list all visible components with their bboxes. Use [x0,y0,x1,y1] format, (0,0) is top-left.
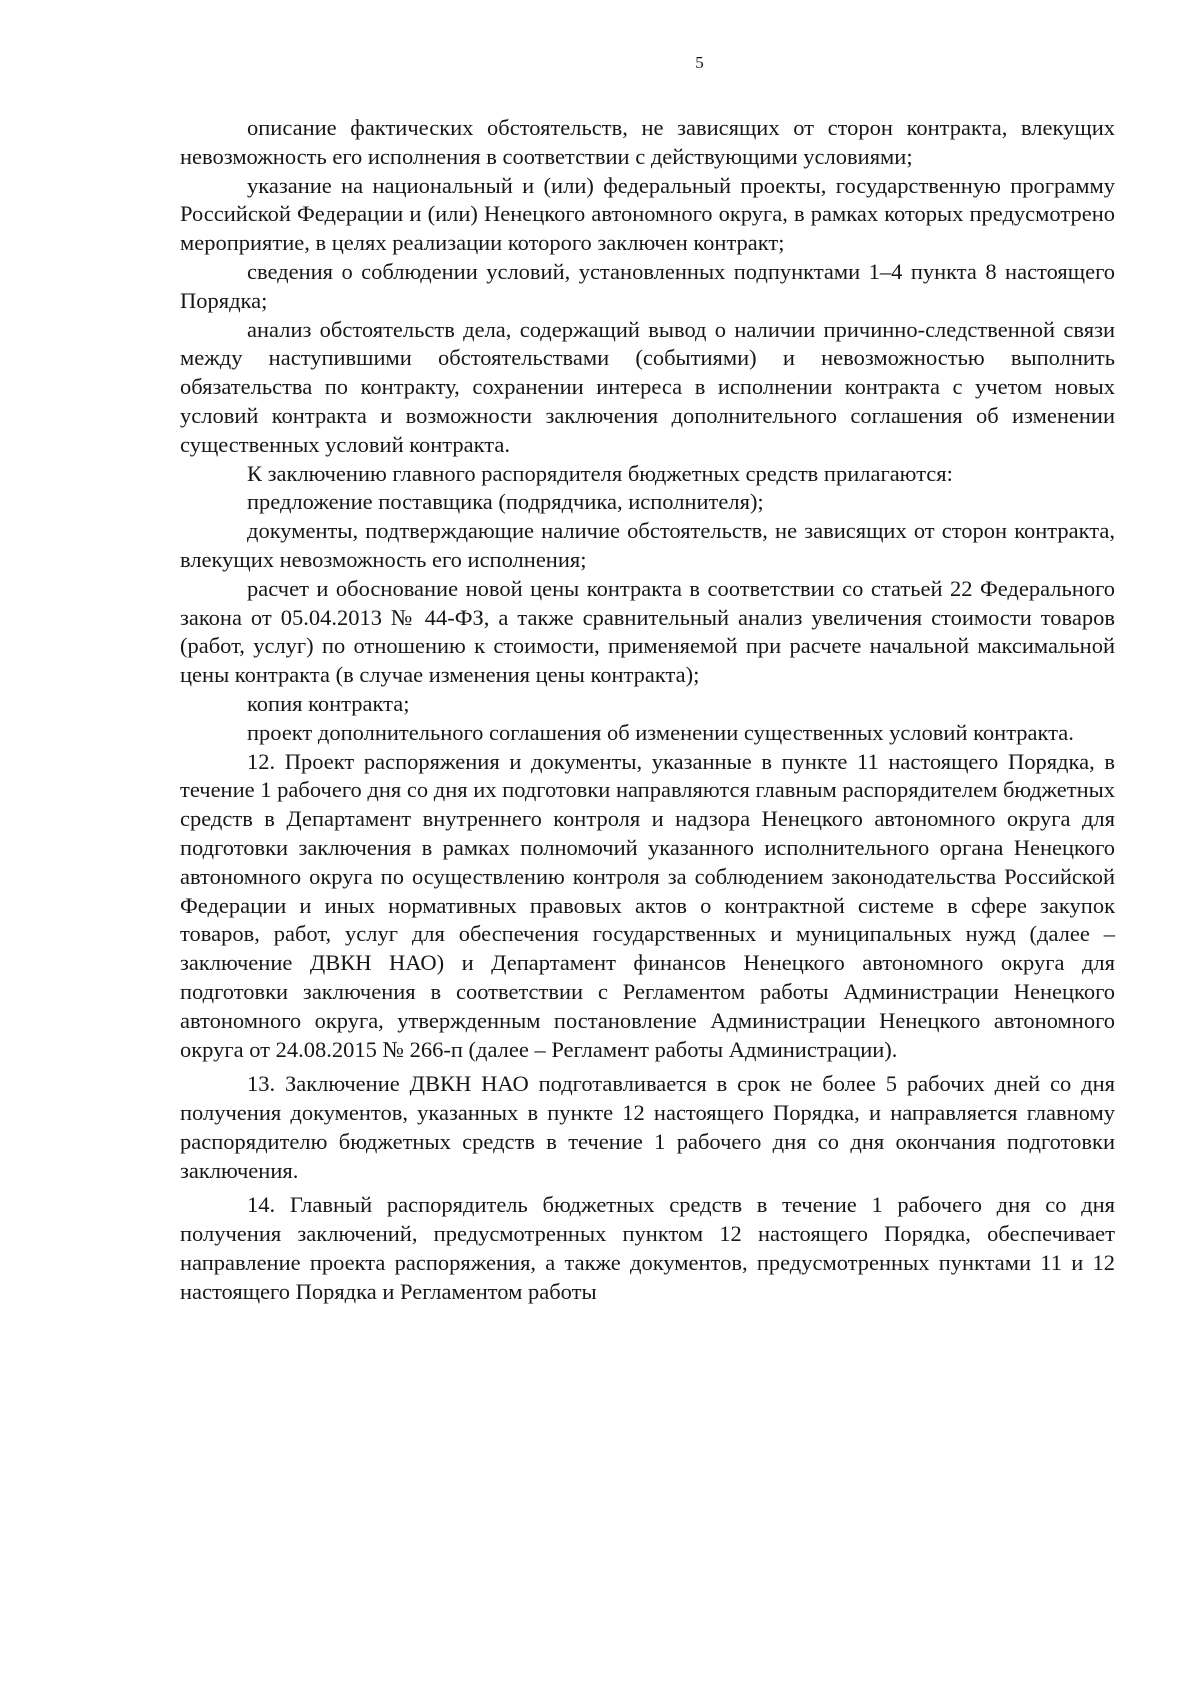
page-number: 5 [695,53,704,72]
paragraph-facts-description: описание фактических обстоятельств, не зависящих от сторон контракта, влекущих невозможность его исполнения в соответствии с действующими условиями; [180,115,1115,169]
paragraph-supporting-documents: документы, подтверждающие наличие обстоятельств, не зависящих от сторон контракта, влекущих невозможность его исполнения; [180,518,1115,572]
paragraph-supplier-proposal: предложение поставщика (подрядчика, исполнителя); [247,489,764,515]
paragraph-national-projects: указание на национальный и (или) федеральный проекты, государственную программу Российской Федерации и (или) Ненецкого автономного округа, в рамках которых предусмотрено мероприятие, в целях реализации которого заключен контракт; [180,172,1115,256]
paragraph-item-13: 13. Заключение ДВКН НАО подготавливается в срок не более 5 рабочих дней со дня получения документов, указанных в пункте 12 настоящего Порядка, и направляется главному распорядителю бюджетных средств в течение 1 рабочего дня со дня окончания подготовки заключения. [180,1071,1115,1183]
paragraph-item-14: 14. Главный распорядитель бюджетных средств в течение 1 рабочего дня со дня получения заключений, предусмотренных пунктом 12 настоящего Порядка, обеспечивает направление проекта распоряжения, а также документов, предусмотренных пунктами 11 и 12 настоящего Порядка и Регламентом работы [180,1192,1115,1304]
paragraph-attachments-intro: К заключению главного распорядителя бюджетных средств прилагаются: [247,460,953,486]
paragraph-contract-copy: копия контракта; [247,690,410,716]
paragraph-item-12: 12. Проект распоряжения и документы, указанные в пункте 11 настоящего Порядка, в течение 1 рабочего дня со дня их подготовки направляются главным распорядителем бюджетных средств в Департамент внутреннего контроля и надзора Ненецкого автономного округа для подготовки заключения в рамках полномочий указанного исполнительного органа Ненецкого автономного округа по осуществлению контроля за соблюдением законодательства Российской Федерации и иных нормативных правовых актов о контрактной системе в сфере закупок товаров, работ, услуг для обеспечения государственных и муниципальных нужд (далее – заключение ДВКН НАО) и Департамент финансов Ненецкого автономного округа для подготовки заключения в соответствии с Регламентом работы Администрации Ненецкого автономного округа, утвержденным постановление Администрации Ненецкого автономного округа от 24.08.2015 № 266-п (далее – Регламент работы Администрации). [180,748,1115,1062]
paragraph-supplementary-agreement: проект дополнительного соглашения об изменении существенных условий контракта. [247,719,1074,745]
paragraph-conditions-compliance: сведения о соблюдении условий, установленных подпунктами 1–4 пункта 8 настоящего Порядка; [180,258,1115,313]
paragraph-price-calculation: расчет и обоснование новой цены контракта в соответствии со статьей 22 Федерального закона от 05.04.2013 № 44-ФЗ, а также сравнительный анализ увеличения стоимости товаров (работ, услуг) по отношению к стоимости, применяемой при расчете начальной максимальной цены контракта (в случае изменения цены контракта); [180,575,1115,688]
paragraph-case-analysis: анализ обстоятельств дела, содержащий вывод о наличии причинно-следственной связи между наступившими обстоятельствами (событиями) и невозможностью выполнить обязательства по контракту, сохранении интереса в исполнении контракта с учетом новых условий контракта и возможности заключения дополнительного соглашения об изменении существенных условий контракта. [180,316,1115,457]
